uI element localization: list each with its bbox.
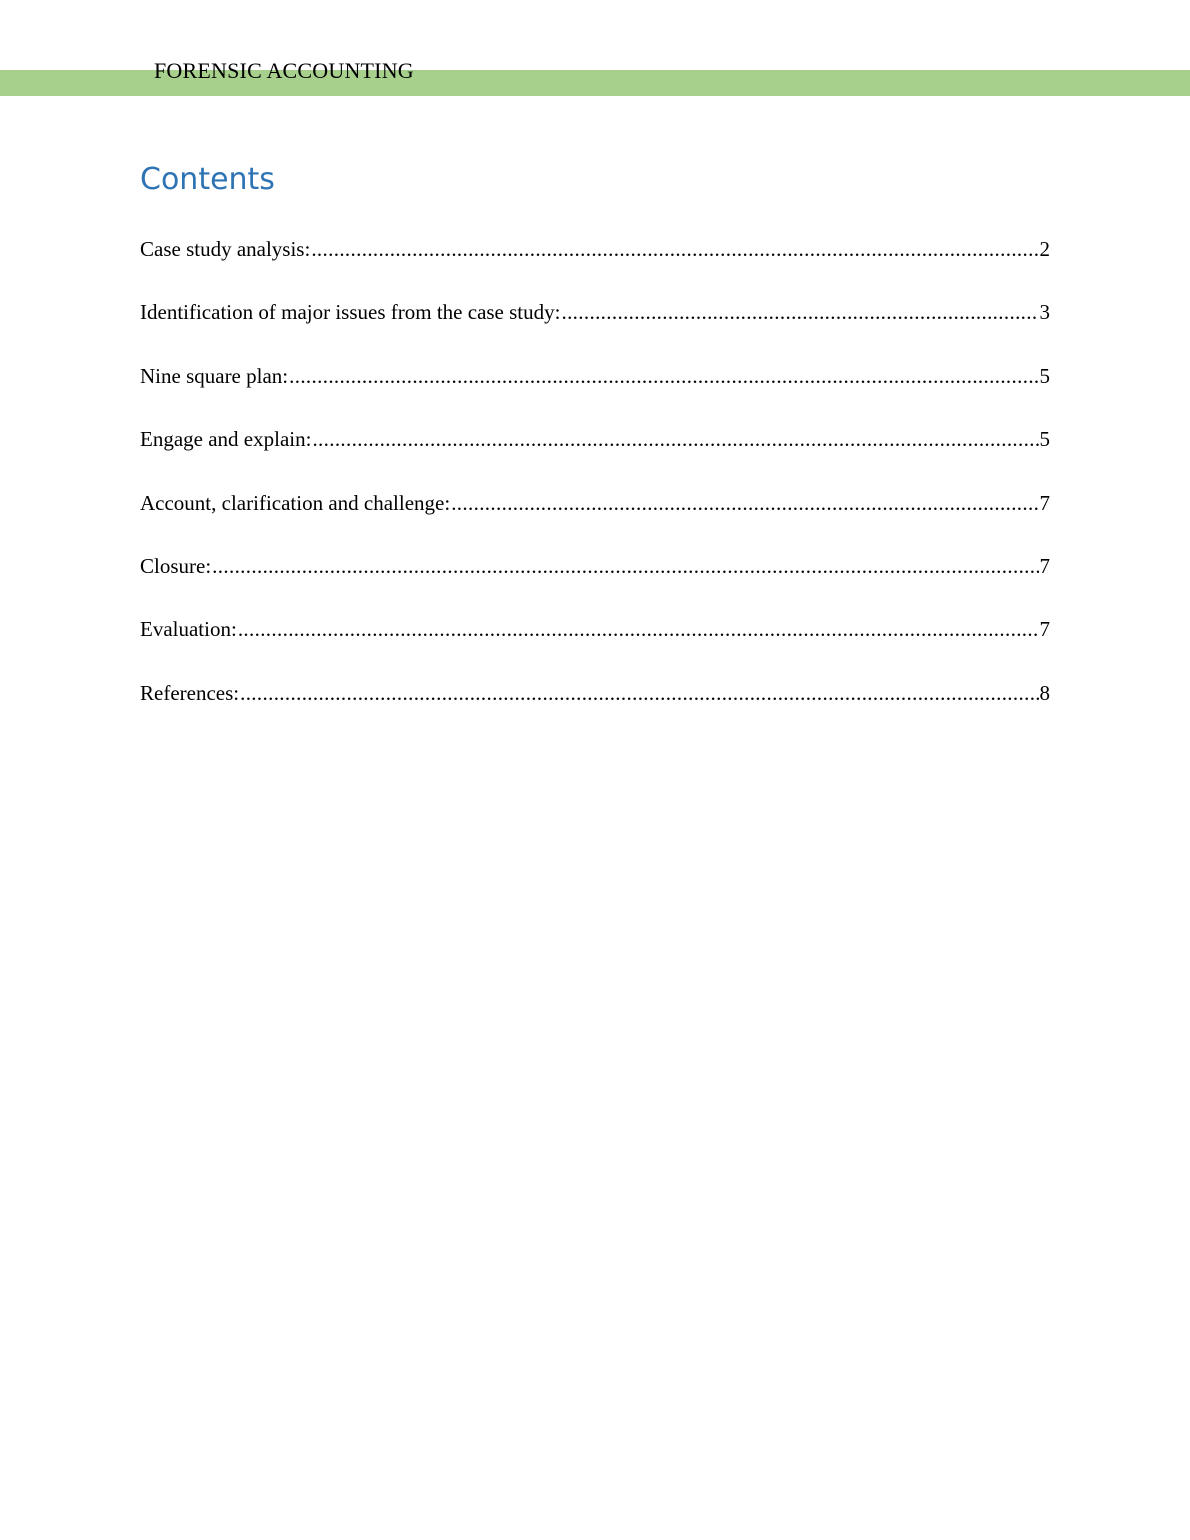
toc-dot-leader (311, 233, 1038, 265)
toc-entry[interactable] (140, 613, 1050, 676)
toc-page-number[interactable]: 8 (1039, 680, 1050, 705)
toc-entry-title[interactable]: Account, clarification and challenge: (140, 490, 451, 515)
toc-page-number[interactable]: 5 (1039, 427, 1050, 452)
toc-dot-leader (240, 677, 1038, 709)
toc-page-number[interactable]: 3 (1039, 300, 1050, 325)
toc-entry-title[interactable]: Identification of major issues from the case study: (140, 300, 561, 325)
toc-page-number[interactable]: 7 (1039, 553, 1050, 578)
toc-page-number[interactable]: 2 (1039, 237, 1050, 261)
toc-entry-title[interactable]: Closure: (140, 553, 212, 578)
toc-entry[interactable] (140, 487, 1050, 550)
toc-entry-title[interactable]: Case study analysis: (140, 237, 311, 261)
toc-entry-title[interactable]: References: (140, 680, 240, 705)
toc-dot-leader (289, 360, 1038, 392)
toc-page-number[interactable]: 7 (1039, 617, 1050, 642)
toc-page-number[interactable]: 5 (1039, 363, 1050, 388)
toc-entry-title[interactable]: Nine square plan: (140, 363, 289, 388)
toc-entry[interactable] (140, 296, 1050, 359)
toc-entry-title[interactable]: Evaluation: (140, 617, 237, 642)
toc-dot-leader (238, 613, 1039, 645)
toc-entry[interactable] (140, 423, 1050, 486)
toc-page-number[interactable]: 7 (1039, 490, 1050, 515)
toc-entry[interactable] (140, 233, 1050, 296)
toc-dot-leader (561, 296, 1038, 328)
toc-entry[interactable] (140, 550, 1050, 613)
toc-dot-leader (451, 487, 1038, 519)
toc-entry[interactable] (140, 360, 1050, 423)
toc-entry-title[interactable]: Engage and explain: (140, 427, 312, 452)
toc-dot-leader (212, 550, 1038, 582)
table-of-contents (140, 233, 1050, 740)
running-header-title: FORENSIC ACCOUNTING (154, 58, 414, 83)
toc-dot-leader (312, 423, 1038, 455)
toc-entry[interactable] (140, 677, 1050, 740)
contents-heading: Contents (140, 162, 275, 197)
